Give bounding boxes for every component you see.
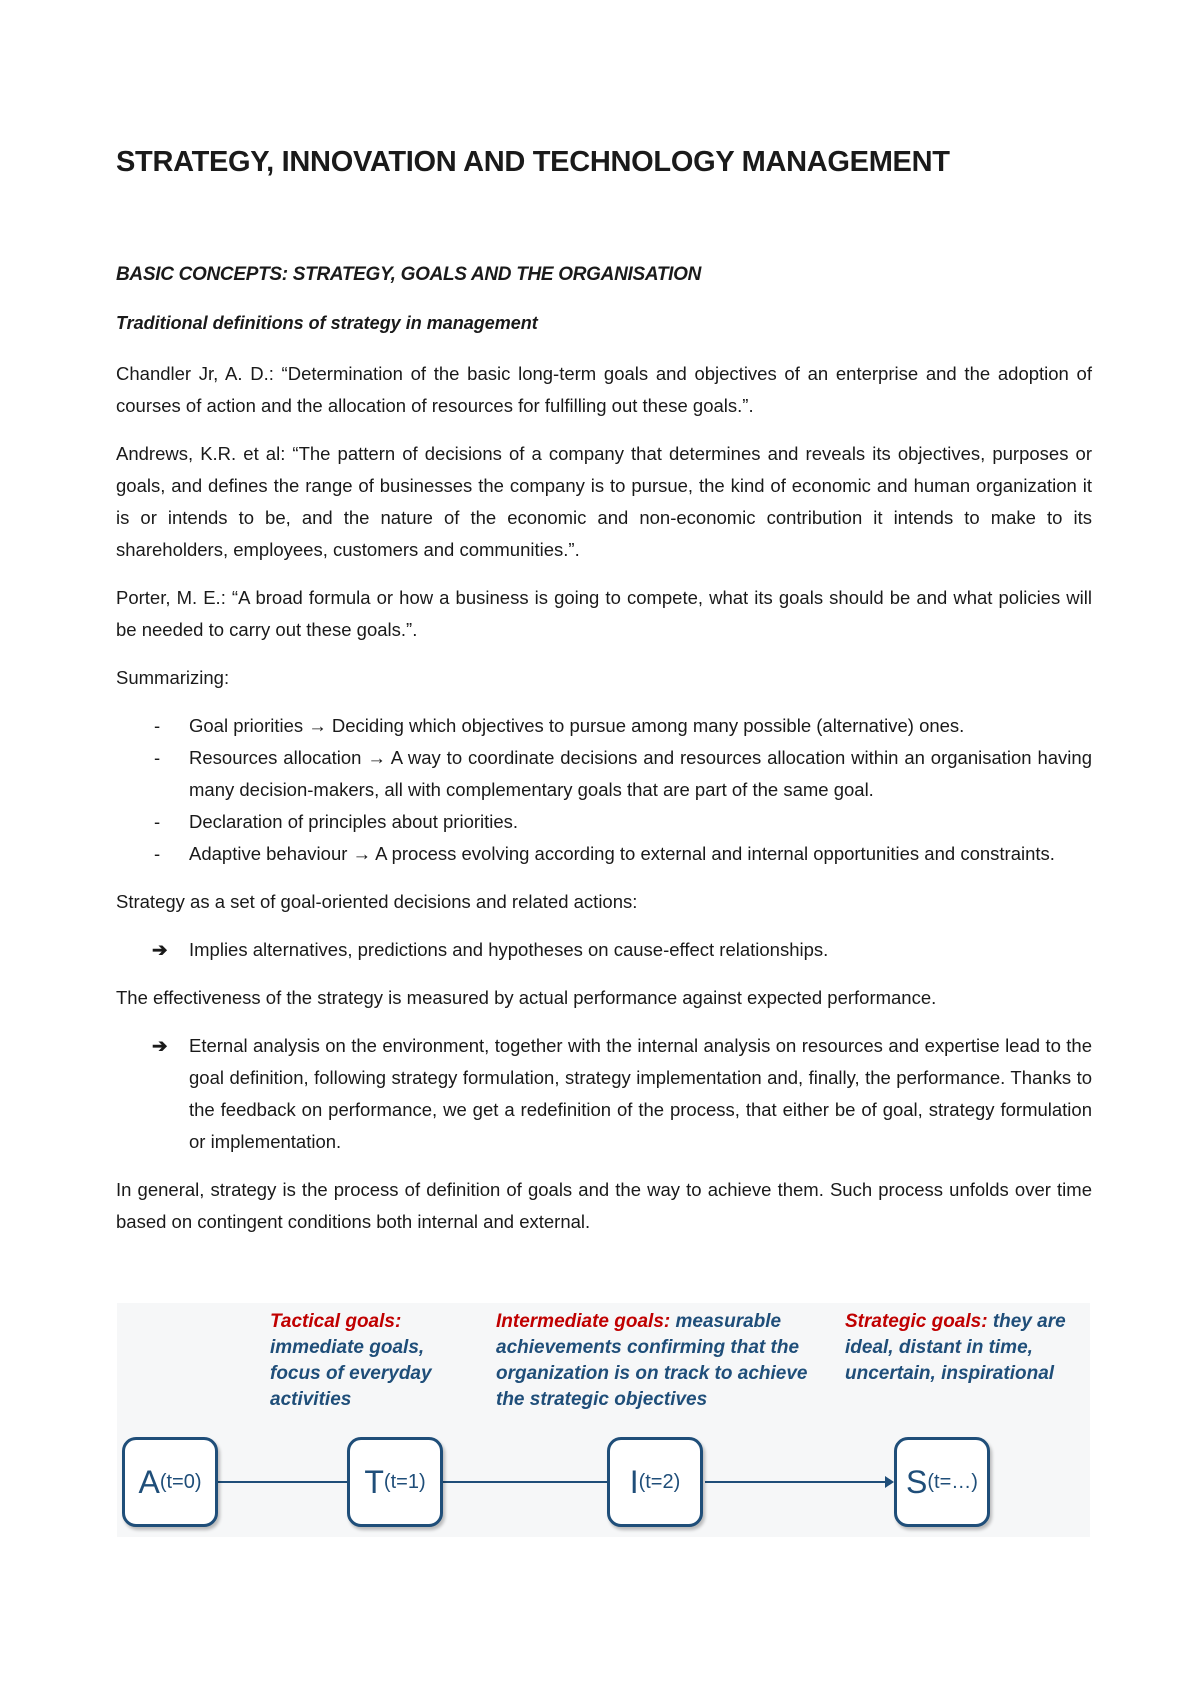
intermediate-goals-annotation bbox=[496, 1309, 826, 1413]
connector-line bbox=[218, 1481, 348, 1483]
arrow-point-implies bbox=[116, 934, 1092, 966]
arrow-point-text: Eternal analysis on the environment, together with the internal analysis on resources and expertise lead to the goal definition, following strategy formulation, strategy implementation and, finally, the performance. Thanks to the feedback on performance, we get a redefinition of the process, that either be of goal, strategy formulation or implementation. bbox=[189, 1035, 1092, 1152]
definition-chandler: Chandler Jr, A. D.: “Determination of the basic long-term goals and objectives of an enterprise and the adoption of courses of action and the allocation of resources for fulfilling out these goals.”. bbox=[116, 363, 1092, 416]
list-marker: - bbox=[154, 843, 161, 864]
list-item bbox=[116, 742, 1092, 806]
annotation-label: Intermediate goals: bbox=[496, 1311, 671, 1332]
list-item-text: Adaptive behaviour → A process evolving according to external and internal opportunities and constraints. bbox=[189, 843, 1055, 864]
document-title: STRATEGY, INNOVATION AND TECHNOLOGY MANAGEMENT bbox=[116, 146, 950, 178]
arrow-point-eternal bbox=[116, 1030, 1092, 1158]
definition-andrews: Andrews, K.R. et al: “The pattern of decisions of a company that determines and reveals its objectives, purposes or goals, and defines the range of businesses the company is to pursue, the kind of economic and human organization it is or intends to be, and the nature of the economic and non-economic contribution it intends to make to its shareholders, employees, customers and communities.”. bbox=[116, 443, 1092, 560]
arrow-icon: ➔ bbox=[152, 939, 168, 960]
node-i bbox=[607, 1437, 703, 1527]
effectiveness-paragraph: The effectiveness of the strategy is measured by actual performance against expected performance. bbox=[116, 987, 937, 1008]
annotation-text: measurable achievements confirming that the organization is on track to achieve the strategic objectives bbox=[496, 1311, 808, 1410]
section-heading: BASIC CONCEPTS: STRATEGY, GOALS AND THE ORGANISATION bbox=[116, 264, 702, 285]
node-letter: I bbox=[629, 1463, 639, 1500]
tactical-goals-annotation bbox=[270, 1309, 460, 1413]
list-item-text: Declaration of principles about priorities. bbox=[189, 811, 519, 832]
list-item bbox=[116, 838, 1092, 870]
goals-timeline-diagram bbox=[117, 1303, 1090, 1537]
list-marker: - bbox=[154, 747, 161, 768]
node-t bbox=[347, 1437, 443, 1527]
node-s bbox=[894, 1437, 990, 1527]
arrowhead-icon bbox=[885, 1476, 894, 1488]
annotation-label: Strategic goals: bbox=[845, 1311, 988, 1332]
connector-line bbox=[443, 1481, 608, 1483]
list-item bbox=[116, 710, 1092, 742]
node-subscript: (t=…) bbox=[927, 1470, 978, 1493]
node-a bbox=[122, 1437, 218, 1527]
node-letter: S bbox=[906, 1463, 928, 1500]
list-marker: - bbox=[154, 715, 161, 736]
arrow-icon: ➔ bbox=[152, 1035, 168, 1056]
document-body bbox=[116, 358, 1092, 1254]
annotation-text: immediate goals, focus of everyday activities bbox=[270, 1337, 432, 1410]
definition-porter: Porter, M. E.: “A broad formula or how a business is going to compete, what its goals should be and what policies will be needed to carry out these goals.”. bbox=[116, 587, 1092, 640]
subsection-heading: Traditional definitions of strategy in management bbox=[116, 313, 538, 333]
strategy-set-paragraph: Strategy as a set of goal-oriented decisions and related actions: bbox=[116, 891, 638, 912]
node-subscript: (t=1) bbox=[383, 1470, 426, 1493]
annotation-label: Tactical goals: bbox=[270, 1311, 402, 1332]
node-subscript: (t=0) bbox=[159, 1470, 202, 1493]
summarizing-label: Summarizing: bbox=[116, 667, 230, 688]
annotation-text: they are ideal, distant in time, uncertain, inspirational bbox=[845, 1311, 1066, 1384]
node-letter: T bbox=[364, 1463, 384, 1500]
arrow-point-text: Implies alternatives, predictions and hypotheses on cause-effect relationships. bbox=[189, 939, 829, 960]
node-subscript: (t=2) bbox=[638, 1470, 681, 1493]
list-marker: - bbox=[154, 811, 161, 832]
summary-list bbox=[116, 710, 1092, 870]
node-letter: A bbox=[138, 1463, 160, 1500]
list-item-text: Goal priorities → Deciding which objectives to pursue among many possible (alternative) ones. bbox=[189, 715, 965, 736]
connector-arrow bbox=[705, 1481, 887, 1483]
list-item-text: Resources allocation → A way to coordinate decisions and resources allocation within an organisation having many decision-makers, all with complementary goals that are part of the same goal. bbox=[189, 747, 1092, 800]
list-item bbox=[116, 806, 1092, 838]
general-paragraph: In general, strategy is the process of definition of goals and the way to achieve them. Such process unfolds over time based on contingent conditions both internal and external. bbox=[116, 1179, 1092, 1232]
strategic-goals-annotation bbox=[845, 1309, 1090, 1387]
